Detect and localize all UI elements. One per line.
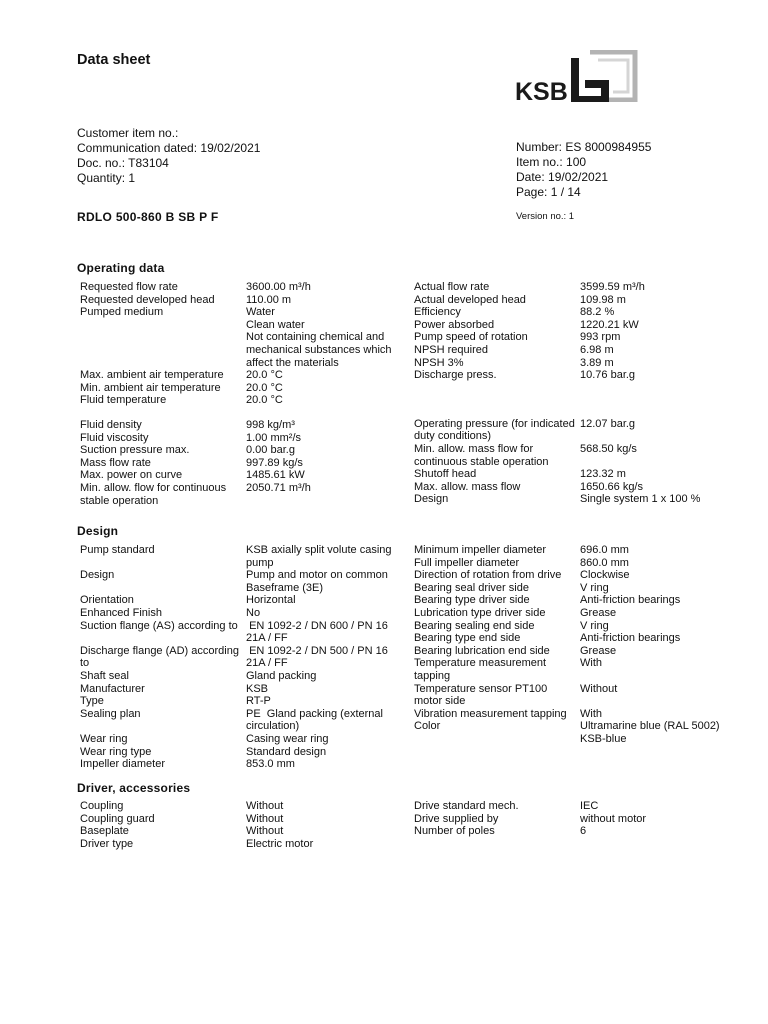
row-value xyxy=(580,544,742,557)
design-right-column xyxy=(414,544,742,746)
data-row xyxy=(80,733,408,746)
driver-accessories-left-column xyxy=(80,800,408,850)
row-value-line: 2050.71 m³/h xyxy=(246,481,311,494)
data-row xyxy=(80,382,408,395)
row-label: Wear ring xyxy=(80,732,128,745)
row-label: Suction flange (AS) according to xyxy=(80,619,238,632)
row-value-line: 12.07 bar.g xyxy=(580,417,636,430)
row-value xyxy=(246,758,408,771)
row-label: Discharge flange (AD) according to xyxy=(80,644,239,670)
row-value xyxy=(246,607,408,620)
row-label: Min. ambient air temperature xyxy=(80,381,221,394)
row-value xyxy=(580,825,742,838)
row-value xyxy=(246,294,408,307)
row-value xyxy=(246,306,408,369)
row-label: Baseplate xyxy=(80,825,129,838)
row-label: Full impeller diameter xyxy=(414,556,520,569)
page-title: Data sheet xyxy=(77,52,151,68)
row-value-line: 860.0 mm xyxy=(580,556,629,569)
row-value xyxy=(246,683,408,696)
communication-dated: Communication dated: 19/02/2021 xyxy=(77,141,261,155)
row-value-line: Water xyxy=(246,306,275,319)
row-value xyxy=(246,469,408,482)
row-label: Shutoff head xyxy=(414,468,477,481)
row-value-line: 696.0 mm xyxy=(580,544,629,556)
data-row xyxy=(414,493,742,506)
operating-data-right-column xyxy=(414,281,742,506)
data-row xyxy=(414,620,742,633)
data-row xyxy=(80,432,408,445)
row-value-line: EN 1092-2 / DN 600 / PN 16 21A / FF xyxy=(246,619,391,645)
row-value xyxy=(246,281,408,294)
row-value-line: Clean water xyxy=(246,318,305,331)
data-row xyxy=(414,319,742,332)
row-label: Shaft seal xyxy=(80,669,129,682)
row-value xyxy=(246,695,408,708)
row-label: Min. allow. flow for continuous stable operation xyxy=(80,481,227,507)
row-value-line: Without xyxy=(246,825,284,838)
data-row xyxy=(80,758,408,771)
row-value xyxy=(580,481,742,494)
row-label: Orientation xyxy=(80,594,134,607)
row-value-line: 20.0 °C xyxy=(246,394,283,407)
row-value-line: 1220.21 kW xyxy=(580,318,639,331)
row-label: Requested flow rate xyxy=(80,281,178,293)
row-value-line: KSB axially split volute casing pump xyxy=(246,544,395,569)
row-value xyxy=(580,294,742,307)
data-row xyxy=(80,708,408,733)
data-row xyxy=(80,683,408,696)
data-row xyxy=(414,683,742,708)
row-value-line: 3599.59 m³/h xyxy=(580,281,645,293)
row-value-line: 568.50 kg/s xyxy=(580,442,637,455)
row-value-line: Anti-friction bearings xyxy=(580,594,681,607)
logo-text: KSB xyxy=(515,78,568,102)
row-value-line: PE Gland packing (external circulation) xyxy=(246,707,387,733)
row-value xyxy=(580,607,742,620)
row-value-line: 3600.00 m³/h xyxy=(246,281,311,293)
row-value-line: Not containing chemical and mechanical substances which affect the materials xyxy=(246,331,395,369)
row-label: Lubrication type driver side xyxy=(414,606,546,619)
data-row xyxy=(80,607,408,620)
row-label: Sealing plan xyxy=(80,707,141,720)
row-label: Color xyxy=(414,720,441,733)
row-value-line: 3.89 m xyxy=(580,356,614,369)
row-value xyxy=(580,645,742,658)
row-value-line: Grease xyxy=(580,644,617,657)
row-label: Enhanced Finish xyxy=(80,606,162,619)
row-value-line: 998 kg/m³ xyxy=(246,418,295,431)
pump-model: RDLO 500-860 B SB P F xyxy=(77,210,219,224)
row-value xyxy=(580,557,742,570)
data-row xyxy=(414,657,742,682)
row-label: Coupling guard xyxy=(80,812,155,825)
row-value xyxy=(580,331,742,344)
data-row xyxy=(414,544,742,557)
row-label: Requested developed head xyxy=(80,293,215,306)
row-value-line: Clockwise xyxy=(580,569,630,582)
data-row xyxy=(414,800,742,813)
data-row xyxy=(414,357,742,370)
row-value xyxy=(246,838,408,851)
data-row xyxy=(80,746,408,759)
row-value xyxy=(580,813,742,826)
row-value-line: Horizontal xyxy=(246,594,296,607)
data-row xyxy=(80,444,408,457)
row-label: Actual flow rate xyxy=(414,281,490,293)
data-row xyxy=(80,800,408,813)
row-value-line: Ultramarine blue (RAL 5002) xyxy=(580,720,720,733)
row-label: Operating pressure (for indicated duty conditions) xyxy=(414,417,575,443)
row-value xyxy=(580,632,742,645)
row-value-line: 993 rpm xyxy=(580,331,621,344)
row-label: Power absorbed xyxy=(414,318,495,331)
row-value xyxy=(580,657,742,682)
row-value xyxy=(246,813,408,826)
data-row xyxy=(80,457,408,470)
row-value xyxy=(246,708,408,733)
page-number: Page: 1 / 14 xyxy=(516,185,581,199)
row-value-line: Gland packing xyxy=(246,669,317,682)
data-row xyxy=(80,645,408,670)
quantity: Quantity: 1 xyxy=(77,171,136,185)
row-value xyxy=(246,746,408,759)
data-row xyxy=(80,838,408,851)
row-label: Bearing lubrication end side xyxy=(414,644,550,657)
data-row xyxy=(80,620,408,645)
row-value xyxy=(580,493,742,506)
number: Number: ES 8000984955 xyxy=(516,140,652,154)
row-label: Fluid viscosity xyxy=(80,431,149,444)
header-right-block xyxy=(516,140,756,200)
row-label: Vibration measurement tapping xyxy=(414,707,567,720)
row-label: Min. allow. mass flow for continuous stable operation xyxy=(414,442,549,468)
data-row xyxy=(414,481,742,494)
row-label: Direction of rotation from drive xyxy=(414,569,562,582)
row-value-line: 10.76 bar.g xyxy=(580,369,636,382)
row-value xyxy=(580,306,742,319)
row-value xyxy=(246,825,408,838)
row-label: Bearing seal driver side xyxy=(414,581,529,594)
data-row xyxy=(80,419,408,432)
row-value-line: Without xyxy=(246,800,284,812)
data-row xyxy=(414,294,742,307)
row-value-line: 123.32 m xyxy=(580,468,626,481)
data-row xyxy=(414,443,742,468)
design-left-column xyxy=(80,544,408,771)
row-value-line: 20.0 °C xyxy=(246,369,283,382)
row-value xyxy=(580,708,742,721)
row-value-line: Without xyxy=(580,682,618,695)
row-value-line: With xyxy=(580,657,602,670)
data-row xyxy=(80,469,408,482)
data-row xyxy=(414,720,742,745)
row-label: Pumped medium xyxy=(80,306,164,319)
row-value xyxy=(246,482,408,507)
data-row xyxy=(414,369,742,382)
row-value-line: 109.98 m xyxy=(580,293,626,306)
row-label: Bearing type driver side xyxy=(414,594,530,607)
row-value-line: IEC xyxy=(580,800,599,812)
row-value-line: 1.00 mm²/s xyxy=(246,431,302,444)
row-value xyxy=(580,594,742,607)
row-value-line: 6.98 m xyxy=(580,343,614,356)
section-title-driver-accessories: Driver, accessories xyxy=(77,781,191,795)
row-value-line: 853.0 mm xyxy=(246,758,295,771)
row-value-line: No xyxy=(246,606,261,619)
data-row xyxy=(414,645,742,658)
row-value-line: 6 xyxy=(580,825,587,838)
row-label: Max. power on curve xyxy=(80,469,183,482)
row-value xyxy=(246,800,408,813)
row-value xyxy=(246,444,408,457)
row-value-line: EN 1092-2 / DN 500 / PN 16 21A / FF xyxy=(246,644,391,670)
data-row xyxy=(414,306,742,319)
row-value xyxy=(246,594,408,607)
row-label: Temperature measurement tapping xyxy=(414,657,547,682)
row-value-line: RT-P xyxy=(246,695,271,708)
row-value-line: Electric motor xyxy=(246,837,314,850)
row-label: Drive standard mech. xyxy=(414,800,519,812)
row-value xyxy=(580,344,742,357)
row-value-line: Casing wear ring xyxy=(246,732,329,745)
customer-item-no: Customer item no.: xyxy=(77,126,179,140)
data-row xyxy=(414,632,742,645)
row-value xyxy=(246,457,408,470)
row-value xyxy=(246,369,408,382)
row-value-line: 110.00 m xyxy=(246,293,292,306)
row-value xyxy=(580,369,742,382)
data-row xyxy=(414,344,742,357)
row-label: Manufacturer xyxy=(80,682,145,695)
row-value-line: Without xyxy=(246,812,284,825)
row-spacer xyxy=(414,406,742,418)
row-value xyxy=(246,569,408,594)
row-label: Drive supplied by xyxy=(414,812,499,825)
row-value-line: 20.0 °C xyxy=(246,381,283,394)
row-value xyxy=(246,620,408,645)
row-value xyxy=(580,582,742,595)
row-label: NPSH required xyxy=(414,343,488,356)
row-value-line: V ring xyxy=(580,619,609,632)
row-value xyxy=(580,281,742,294)
data-row xyxy=(414,825,742,838)
data-row xyxy=(414,607,742,620)
section-title-operating-data: Operating data xyxy=(77,261,165,275)
data-row xyxy=(80,369,408,382)
row-value xyxy=(580,683,742,708)
data-row xyxy=(80,306,408,369)
data-row xyxy=(80,670,408,683)
row-label: Minimum impeller diameter xyxy=(414,544,547,556)
row-label: Pump speed of rotation xyxy=(414,331,528,344)
row-label: Driver type xyxy=(80,837,134,850)
row-value xyxy=(580,620,742,633)
row-value-line: 997.89 kg/s xyxy=(246,456,303,469)
data-row xyxy=(414,418,742,443)
data-row xyxy=(414,557,742,570)
row-label: NPSH 3% xyxy=(414,356,464,369)
row-label: Discharge press. xyxy=(414,369,497,382)
data-row xyxy=(80,281,408,294)
row-spacer xyxy=(414,382,742,394)
row-value xyxy=(246,432,408,445)
row-label: Bearing type end side xyxy=(414,632,521,645)
date: Date: 19/02/2021 xyxy=(516,170,609,184)
operating-data-left-column xyxy=(80,281,408,507)
version-number: Version no.: 1 xyxy=(516,211,575,222)
item-no: Item no.: 100 xyxy=(516,155,587,169)
row-label: Type xyxy=(80,695,104,708)
data-row xyxy=(414,708,742,721)
row-value-line: With xyxy=(580,707,602,720)
row-value xyxy=(246,419,408,432)
row-label: Fluid temperature xyxy=(80,394,167,407)
row-value-line: 1485.61 kW xyxy=(246,469,305,482)
row-value-line: 0.00 bar.g xyxy=(246,444,295,457)
row-value xyxy=(580,720,742,745)
row-value-line: Anti-friction bearings xyxy=(580,632,681,645)
row-label: Pump standard xyxy=(80,544,155,556)
row-label: Max. ambient air temperature xyxy=(80,369,224,382)
ksb-logo-graphic xyxy=(515,50,640,102)
data-row xyxy=(80,813,408,826)
row-value-line: Single system 1 x 100 % xyxy=(580,493,701,506)
row-label: Efficiency xyxy=(414,306,461,319)
row-value xyxy=(580,569,742,582)
row-value xyxy=(246,645,408,670)
row-label: Impeller diameter xyxy=(80,758,165,771)
row-label: Number of poles xyxy=(414,825,495,838)
row-value xyxy=(246,394,408,407)
row-label: Coupling xyxy=(80,800,124,812)
driver-accessories-right-column xyxy=(414,800,742,838)
row-value-line: Pump and motor on common Baseframe (3E) xyxy=(246,569,391,594)
data-row xyxy=(80,594,408,607)
row-label: Bearing sealing end side xyxy=(414,619,535,632)
row-label: Wear ring type xyxy=(80,745,152,758)
doc-no: Doc. no.: T83104 xyxy=(77,156,169,170)
data-row xyxy=(414,569,742,582)
row-value xyxy=(580,800,742,813)
data-row xyxy=(414,813,742,826)
row-value xyxy=(246,733,408,746)
data-row xyxy=(414,594,742,607)
data-row xyxy=(414,468,742,481)
data-row xyxy=(80,544,408,569)
row-value-line: KSB-blue xyxy=(580,732,627,745)
row-label: Actual developed head xyxy=(414,293,526,306)
row-value xyxy=(580,443,742,468)
row-label: Design xyxy=(414,493,449,506)
row-value-line: 1650.66 kg/s xyxy=(580,480,643,493)
row-label: Max. allow. mass flow xyxy=(414,480,521,493)
data-row xyxy=(414,582,742,595)
row-spacer xyxy=(414,394,742,406)
data-row xyxy=(80,482,408,507)
row-value xyxy=(580,418,742,443)
data-row xyxy=(414,331,742,344)
row-value-line: Standard design xyxy=(246,745,327,758)
section-title-design: Design xyxy=(77,524,119,538)
data-row xyxy=(80,825,408,838)
row-value-line: 88.2 % xyxy=(580,306,615,319)
row-label: Temperature sensor PT100 motor side xyxy=(414,682,548,708)
row-label: Mass flow rate xyxy=(80,456,151,469)
row-value xyxy=(580,357,742,370)
row-label: Fluid density xyxy=(80,418,142,431)
row-value xyxy=(246,382,408,395)
row-value-line: V ring xyxy=(580,581,609,594)
row-value xyxy=(580,319,742,332)
row-spacer xyxy=(80,407,408,419)
data-row xyxy=(80,294,408,307)
row-value xyxy=(246,670,408,683)
row-value-line: without motor xyxy=(580,812,647,825)
data-row xyxy=(80,695,408,708)
row-value-line: Grease xyxy=(580,606,617,619)
data-row xyxy=(80,394,408,407)
header-left-block xyxy=(77,126,477,186)
row-label: Design xyxy=(80,569,115,582)
ksb-logo xyxy=(515,50,640,102)
row-value-line: KSB xyxy=(246,682,269,695)
data-row xyxy=(80,569,408,594)
row-label: Suction pressure max. xyxy=(80,444,190,457)
data-row xyxy=(414,281,742,294)
row-value xyxy=(580,468,742,481)
row-value xyxy=(246,544,408,569)
